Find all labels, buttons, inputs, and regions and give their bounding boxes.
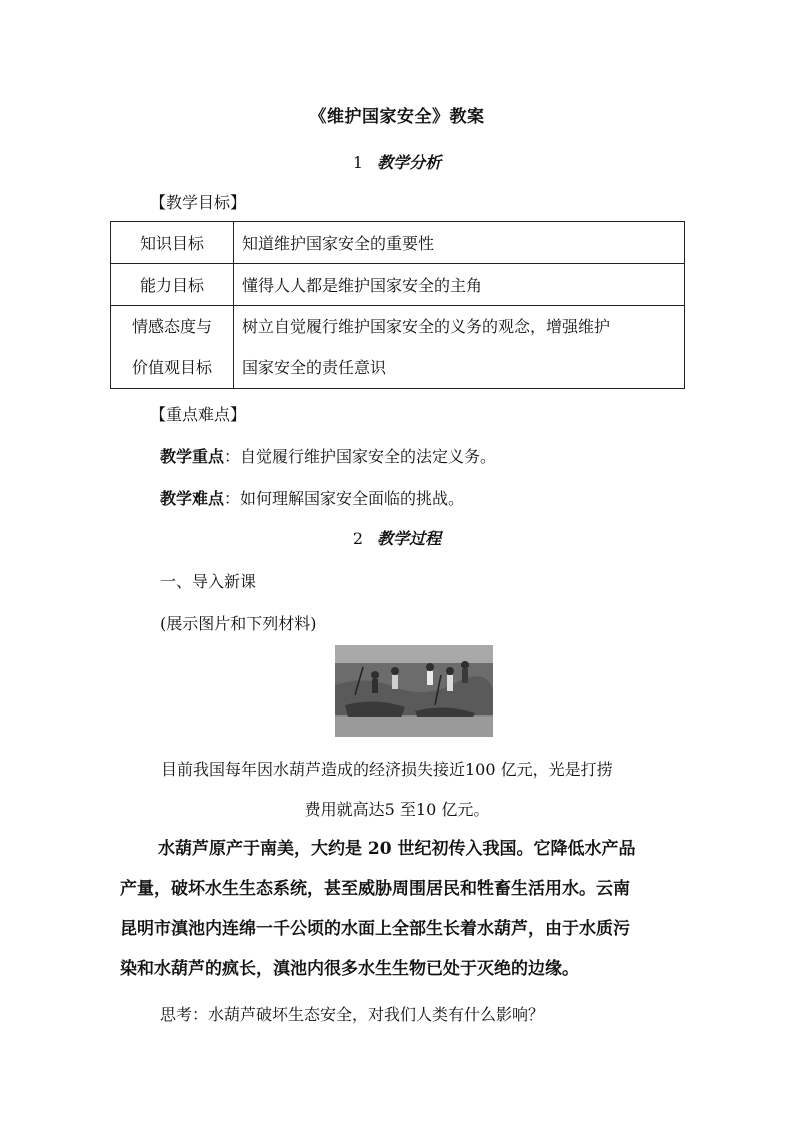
- paragraph-line: 昆明市滇池内连绵一千公顷的水面上全部生长着水葫芦，由于水质污: [120, 919, 630, 939]
- table-row: [111, 264, 685, 306]
- goal-value: [234, 306, 685, 389]
- goal-value-line: 国家安全的责任意识: [242, 358, 387, 377]
- caption-line-2: 费用就高达5 至10 亿元。: [304, 800, 490, 819]
- goal-key: [111, 306, 234, 389]
- goal-value: 知道维护国家安全的重要性: [234, 222, 685, 264]
- photo-drawing: [335, 645, 493, 737]
- think-question: 思考：水葫芦破坏生态安全，对我们人类有什么影响？: [160, 1005, 545, 1024]
- difficulty-line: [160, 486, 464, 509]
- section-label: 教学过程: [377, 529, 442, 548]
- key-points-heading: 【重点难点】: [150, 405, 247, 424]
- focus-line: [160, 444, 496, 467]
- table-row: [111, 306, 685, 389]
- section-label: 教学分析: [377, 153, 442, 172]
- goal-key: 知识目标: [111, 222, 234, 264]
- intro-heading: 一、导入新课: [160, 572, 257, 591]
- focus-text: ：自觉履行维护国家安全的法定义务。: [224, 447, 497, 466]
- difficulty-label: 教学难点: [160, 489, 225, 508]
- section-number: 2: [352, 529, 364, 548]
- difficulty-text: ：如何理解国家安全面临的挑战。: [224, 489, 465, 508]
- paragraph-line: 染和水葫芦的疯长，滇池内很多水生生物已处于灭绝的边缘。: [120, 959, 579, 979]
- document-title: 《维护国家安全》教案: [309, 107, 485, 127]
- material-paragraph: [120, 829, 680, 989]
- focus-label: 教学重点: [160, 447, 225, 466]
- goals-heading: 【教学目标】: [150, 193, 247, 212]
- intro-note: (展示图片和下列材料): [160, 614, 317, 633]
- paragraph-line: 产量，破坏水生生态系统，甚至威胁周围居民和牲畜生活用水。云南: [120, 879, 630, 899]
- goals-table: [110, 221, 685, 389]
- goal-key-line: 价值观目标: [131, 358, 212, 377]
- section-heading-analysis: [0, 150, 794, 173]
- goal-value-line: 树立自觉履行维护国家安全的义务的观念，增强维护: [242, 317, 611, 336]
- photo-water-hyacinth-cleanup: [335, 645, 493, 737]
- caption-line-1: 目前我国每年因水葫芦造成的经济损失接近100 亿元，光是打捞: [161, 760, 613, 779]
- goal-key-line: 情感态度与: [131, 317, 212, 336]
- section-heading-process: [0, 526, 794, 549]
- paragraph-line: 水葫芦原产于南美，大约是 20 世纪初传入我国。它降低水产品: [158, 839, 636, 859]
- goal-value: 懂得人人都是维护国家安全的主角: [234, 264, 685, 306]
- goal-key: 能力目标: [111, 264, 234, 306]
- section-number: 1: [352, 153, 364, 172]
- table-row: [111, 222, 685, 264]
